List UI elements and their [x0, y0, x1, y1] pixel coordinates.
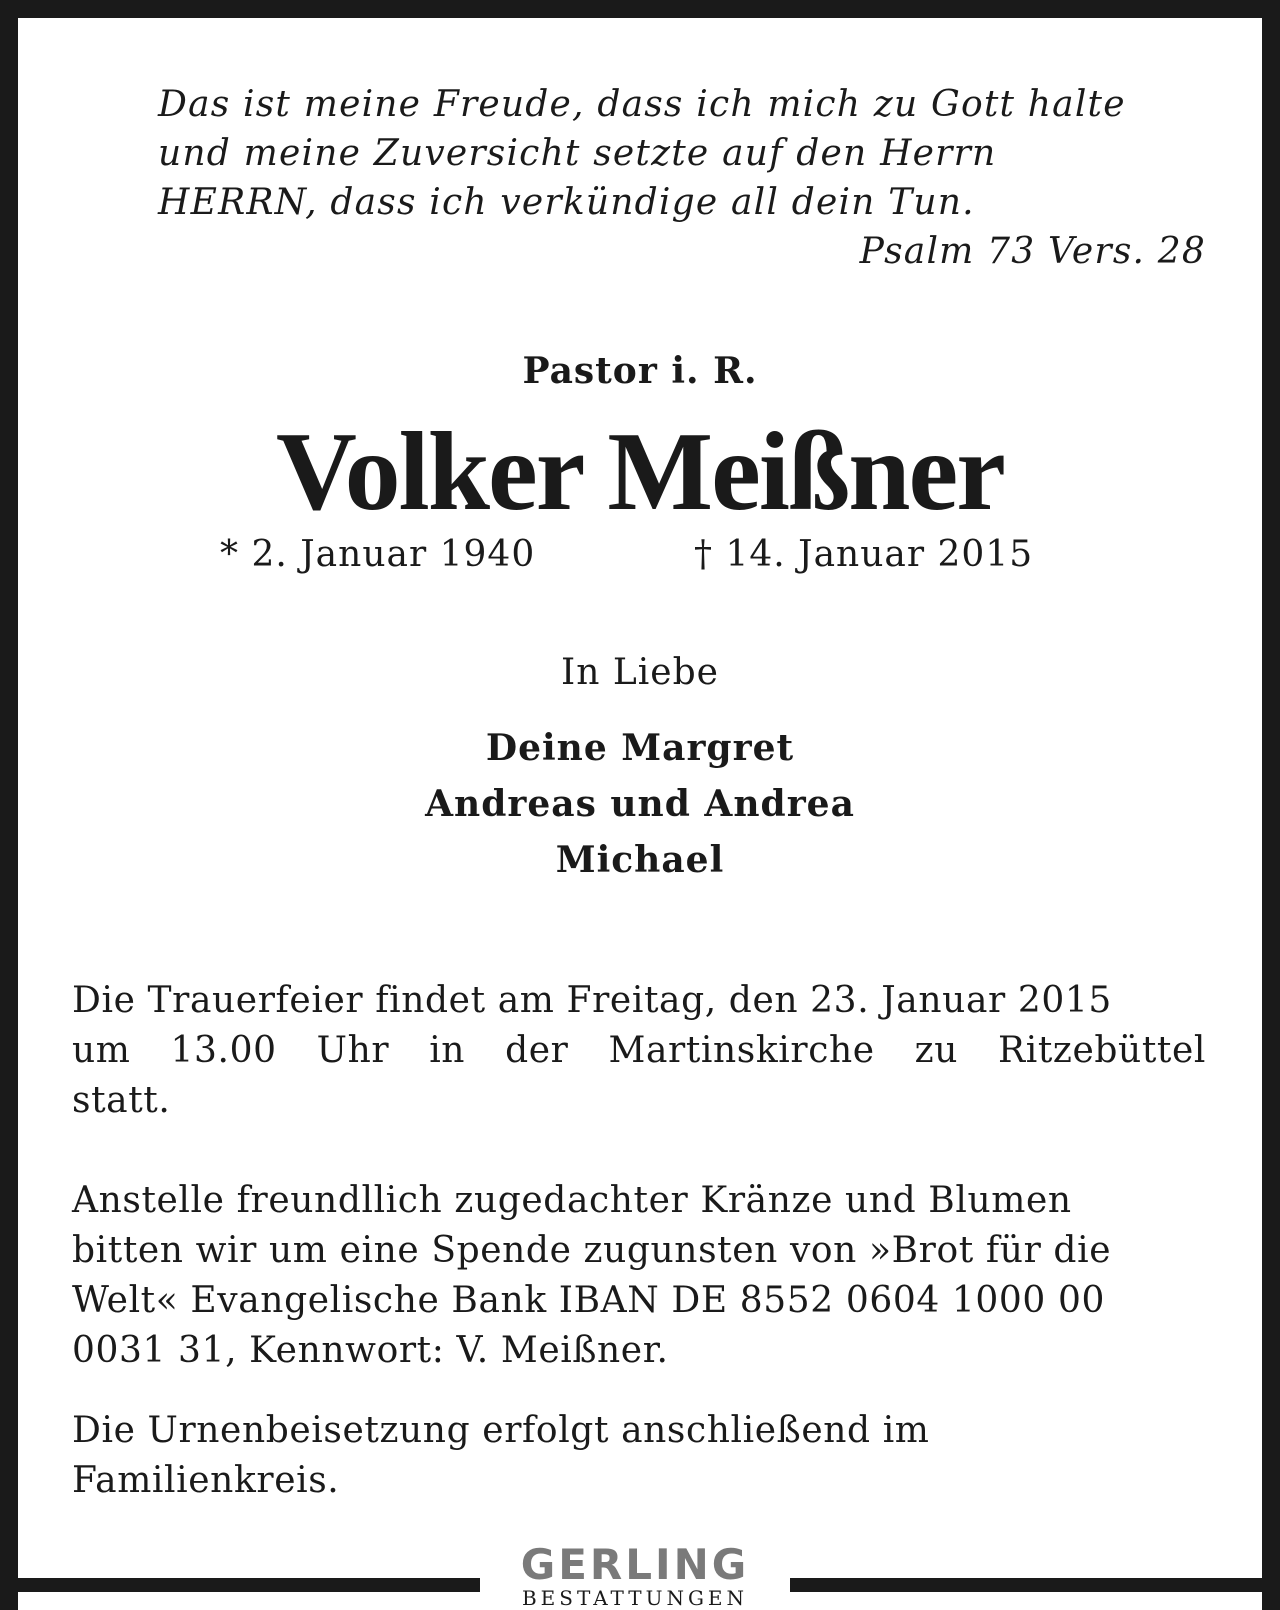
funeral-notice-line: Die Trauerfeier findet am Freitag, den 23. Januar 2015: [72, 980, 1112, 1021]
donation-notice-line: 0031 31, Kennwort: V. Meißner.: [72, 1330, 669, 1371]
mourner-name: Michael: [555, 839, 725, 881]
word: 13.00: [170, 1030, 277, 1071]
donation-notice: [72, 1176, 1206, 1376]
death-date: † 14. Januar 2015: [694, 534, 1034, 575]
verse-line: und meine Zuversicht setzte auf den Herrn: [158, 133, 997, 174]
funeral-notice-line: statt.: [72, 1080, 171, 1121]
burial-notice-line: Familienkreis.: [72, 1460, 340, 1501]
verse-reference: Psalm 73 Vers. 28: [859, 231, 1206, 272]
mourner-name: Andreas und Andrea: [425, 783, 855, 825]
word: um: [72, 1030, 131, 1071]
donation-notice-line: bitten wir um eine Spende zugunsten von »Brot für die: [72, 1230, 1112, 1271]
word: Ritzebüttel: [998, 1030, 1206, 1071]
funeral-home-logo: [480, 1540, 790, 1610]
burial-notice: [72, 1406, 1206, 1506]
mourners-list: [0, 720, 1280, 888]
donation-notice-line: Anstelle freundllich zugedachter Kränze und Blumen: [72, 1180, 1072, 1221]
logo-subtitle: BESTATTUNGEN: [521, 1586, 749, 1610]
bottom-rule-right: [790, 1578, 1280, 1592]
mourners-intro: In Liebe: [561, 652, 719, 693]
word: Martinskirche: [608, 1030, 875, 1071]
bottom-rule-left: [0, 1578, 480, 1592]
mourner-name: Deine Margret: [485, 727, 795, 769]
funeral-notice: [72, 976, 1206, 1126]
word: der: [505, 1030, 569, 1071]
burial-notice-line: Die Urnenbeisetzung erfolgt anschließend im: [72, 1410, 930, 1451]
verse-line: HERRN, dass ich verkündige all dein Tun.: [158, 182, 975, 223]
funeral-notice-line: [72, 1026, 1206, 1076]
deceased-name: Volker Meißner: [276, 410, 1004, 534]
word: Uhr: [316, 1030, 390, 1071]
logo-wordmark: GERLING: [520, 1540, 750, 1589]
birth-date: * 2. Januar 1940: [220, 534, 536, 575]
word: in: [429, 1030, 466, 1071]
donation-notice-line: Welt« Evangelische Bank IBAN DE 8552 0604 1000 00: [72, 1280, 1105, 1321]
verse-line: Das ist meine Freude, dass ich mich zu Gott halte: [158, 84, 1126, 125]
bible-verse: [158, 80, 1208, 276]
word: zu: [914, 1030, 959, 1071]
deceased-title: Pastor i. R.: [522, 350, 758, 392]
